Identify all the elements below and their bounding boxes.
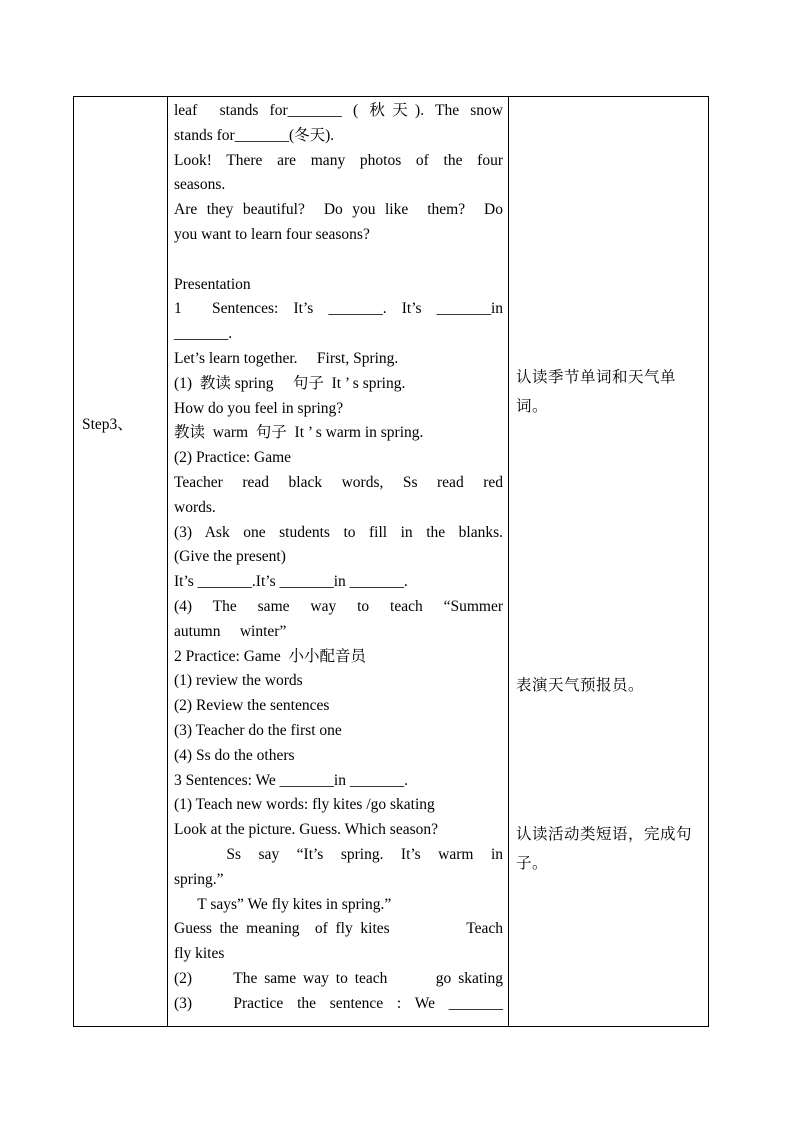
content-line: (2) Review the sentences — [174, 697, 330, 715]
content-line: (1) Teach new words: fly kites /go skating — [174, 796, 435, 814]
content-line: T says” We fly kites in spring.” — [174, 895, 392, 913]
note-activity-phrases: 认读活动类短语，完成句子。 — [516, 825, 693, 872]
content-line — [174, 248, 503, 273]
content-line: leaf stands for_______ ( 秋天). The snow — [174, 102, 503, 119]
content-line: (3) Practice the sentence : We _______ — [174, 994, 503, 1012]
content-line: autumn winter” — [174, 622, 287, 640]
content-line: spring.” — [174, 870, 224, 888]
content-line: 2 Practice: Game 小小配音员 — [174, 647, 366, 665]
content-lines — [168, 97, 508, 1016]
step-label: Step3、 — [82, 415, 133, 433]
content-line: Guess the meaning of fly kites Teach — [174, 920, 503, 938]
content-line: you want to learn four seasons? — [174, 225, 370, 243]
content-line: (Give the present) — [174, 548, 286, 566]
content-line: (3) Ask one students to fill in the blanks. — [174, 523, 503, 541]
content-line: Look! There are many photos of the four — [174, 151, 503, 169]
content-line: fly kites — [174, 945, 225, 963]
content-line: How do you feel in spring? — [174, 399, 344, 417]
lesson-plan-table — [73, 96, 709, 1027]
content-cell — [168, 97, 509, 1027]
content-line: stands for_______(冬天). — [174, 126, 335, 144]
content-line: (2) The same way to teach go skating — [174, 969, 503, 987]
content-line: (3) Teacher do the first one — [174, 721, 342, 739]
content-line: It’s _______.It’s _______in _______. — [174, 573, 408, 591]
content-line: 教读 warm 句子 It ’ s warm in spring. — [174, 424, 424, 442]
notes-cell — [509, 97, 709, 1027]
content-line: 1 Sentences: It’s _______. It’s _______in — [174, 300, 503, 318]
step-cell — [74, 97, 168, 1027]
content-line: Teacher read black words, Ss read red — [174, 473, 503, 491]
content-line: Let’s learn together. First, Spring. — [174, 349, 399, 367]
content-line: Presentation — [174, 275, 251, 293]
content-line: Are they beautiful? Do you like them? Do — [174, 201, 503, 219]
note-vocabulary: 认读季节单词和天气单词。 — [516, 368, 677, 415]
content-line: Look at the picture. Guess. Which season? — [174, 821, 438, 839]
content-line: _______. — [174, 325, 233, 343]
content-line: (4) Ss do the others — [174, 746, 295, 764]
note-weather-reporter: 表演天气预报员。 — [516, 676, 645, 694]
content-line: (2) Practice: Game — [174, 449, 292, 467]
content-line: (1) review the words — [174, 672, 303, 690]
content-line: Ss say “It’s spring. It’s warm in — [174, 845, 503, 863]
content-line: (1) 教读 spring 句子 It ’ s spring. — [174, 374, 406, 392]
content-line: seasons. — [174, 176, 226, 194]
table-row — [74, 97, 709, 1027]
content-line: (4) The same way to teach “Summer — [174, 597, 503, 615]
content-line: words. — [174, 498, 216, 516]
content-line: 3 Sentences: We _______in _______. — [174, 771, 408, 789]
